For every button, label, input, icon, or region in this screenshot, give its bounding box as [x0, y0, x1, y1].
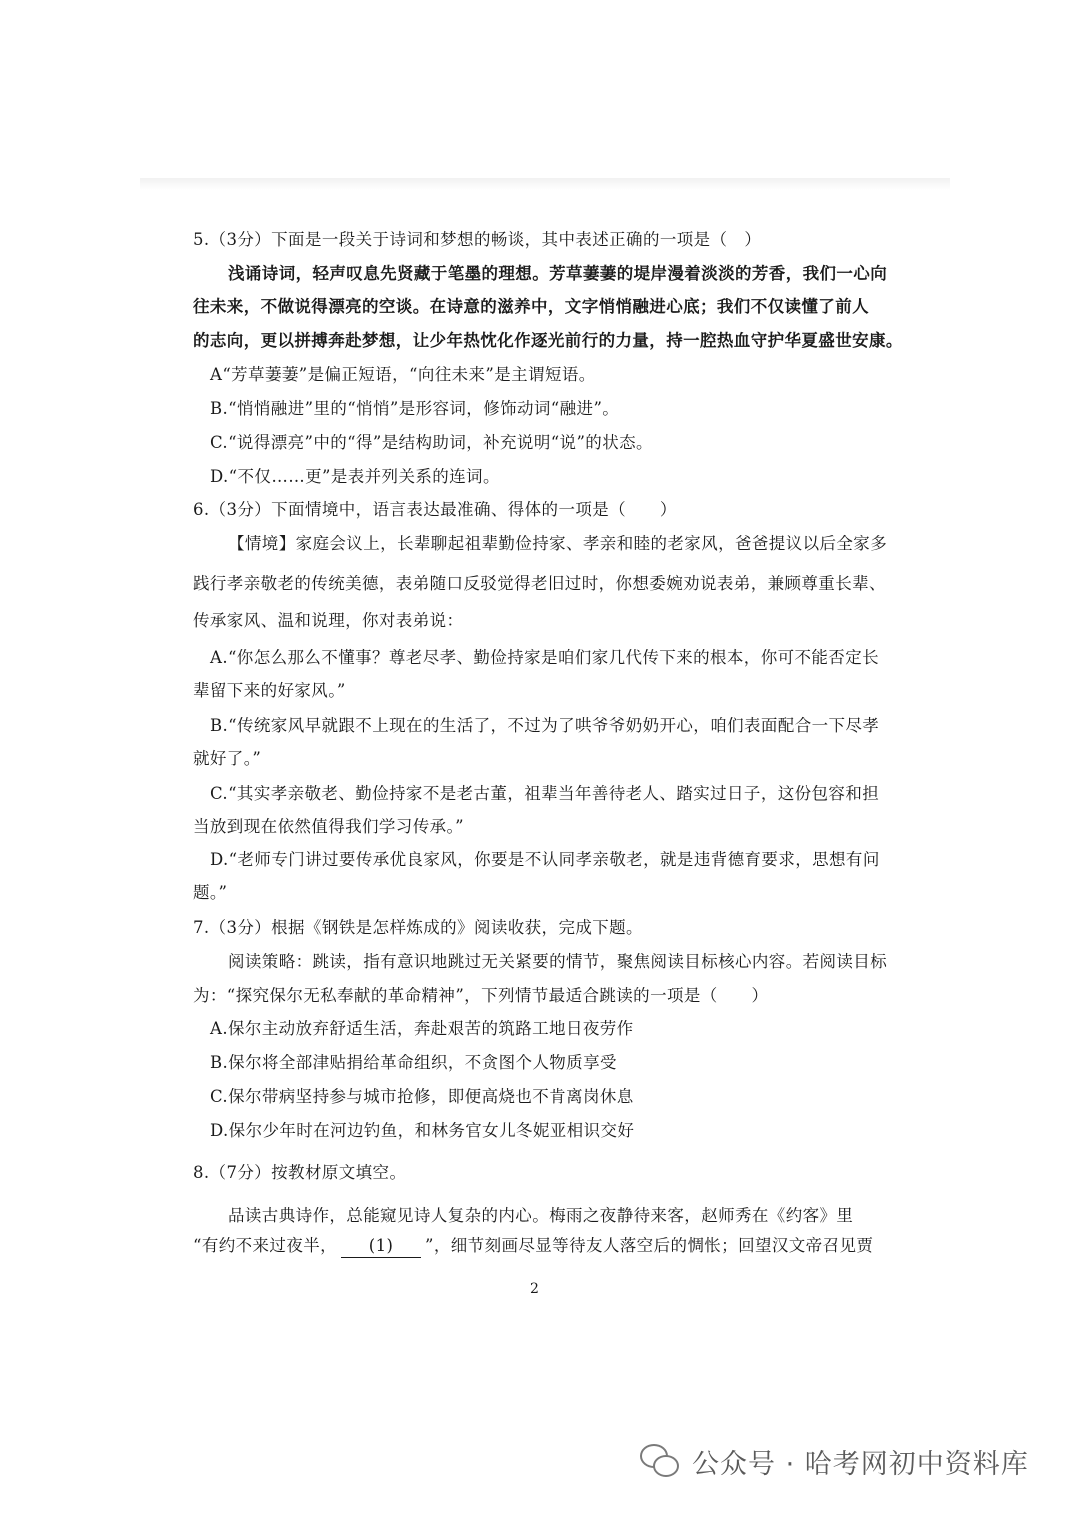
question-6-stem: 6.（3分）下面情境中，语言表达最准确、得体的一项是（ ） [193, 500, 677, 519]
option-a: A“芳草萋萋”是偏正短语，“向往未来”是主谓短语。 [210, 365, 596, 384]
question-5-stem: 5.（3分）下面是一段关于诗词和梦想的畅谈，其中表述正确的一项是（ ） [193, 230, 762, 249]
fill-in-text: ”，细节刻画尽显等待友人落空后的惆怅；回望汉文帝召见贾 [425, 1236, 874, 1255]
page-number: 2 [530, 1281, 539, 1297]
passage-line: 往未来，不做说得漂亮的空谈。在诗意的滋养中，文字悄悄融进心底；我们不仅读懂了前人 [193, 297, 869, 316]
option-a: A.保尔主动放弃舒适生活，奔赴艰苦的筑路工地日夜劳作 [210, 1019, 634, 1038]
context-line: 【情境】家庭会议上，长辈聊起祖辈勤俭持家、孝亲和睦的老家风，爸爸提议以后全家多 [228, 534, 888, 553]
option-c-cont: 当放到现在依然值得我们学习传承。” [193, 817, 464, 836]
strategy-line: 为：“探究保尔无私奉献的革命精神”，下列情节最适合跳读的一项是（ ） [193, 986, 769, 1005]
watermark-footer [640, 1436, 1029, 1486]
option-b: B.保尔将全部津贴捐给革命组织，不贪图个人物质享受 [210, 1053, 617, 1072]
option-d: D.“不仅……更”是表并列关系的连词。 [210, 467, 500, 486]
option-c: C.“说得漂亮”中的“得”是结构助词，补充说明“说”的状态。 [210, 433, 653, 452]
context-line: 传承家风、温和说理，你对表弟说： [193, 611, 464, 630]
passage-line: 的志向，更以拼搏奔赴梦想，让少年热忱化作逐光前行的力量，持一腔热血守护华夏盛世安康。 [193, 331, 903, 350]
wechat-icon [640, 1444, 680, 1478]
strategy-line: 阅读策略：跳读，指有意识地跳过无关紧要的情节，聚焦阅读目标核心内容。若阅读目标 [228, 952, 888, 971]
option-a-cont: 辈留下来的好家风。” [193, 681, 346, 700]
fill-in-blank: (1) [341, 1235, 421, 1258]
scan-shadow [140, 178, 950, 190]
question-8-stem: 8.（7分）按教材原文填空。 [193, 1163, 407, 1182]
option-a: A.“你怎么那么不懂事？尊老尽孝、勤俭持家是咱们家几代传下来的根本，你可不能否定长 [210, 648, 879, 667]
option-b: B.“传统家风早就跟不上现在的生活了，不过为了哄爷爷奶奶开心，咱们表面配合一下尽孝 [210, 716, 880, 735]
context-line: 践行孝亲敬老的传统美德，表弟随口反驳觉得老旧过时，你想委婉劝说表弟，兼顾尊重长辈、 [193, 574, 886, 593]
fill-in-line [193, 1235, 873, 1258]
option-b-cont: 就好了。” [193, 749, 262, 768]
question-7-stem: 7.（3分）根据《钢铁是怎样炼成的》阅读收获，完成下题。 [193, 918, 643, 937]
footer-text: 公众号 · 哈考网初中资料库 [692, 1448, 1029, 1480]
option-c: C.“其实孝亲敬老、勤俭持家不是老古董，祖辈当年善待老人、踏实过日子，这份包容和担 [210, 784, 880, 803]
option-d-cont: 题。” [193, 883, 228, 902]
option-c: C.保尔带病坚持参与城市抢修，即便高烧也不肯离岗休息 [210, 1087, 634, 1106]
passage-line: 浅诵诗词，轻声叹息先贤藏于笔墨的理想。芳草萋萋的堤岸漫着淡淡的芳香，我们一心向 [228, 264, 888, 283]
option-b: B.“悄悄融进”里的“悄悄”是形容词，修饰动词“融进”。 [210, 399, 620, 418]
option-d: D.“老师专门讲过要传承优良家风，你要是不认同孝亲敬老，就是违背德育要求，思想有问 [210, 850, 880, 869]
fill-in-text: “有约不来过夜半， [193, 1236, 338, 1255]
option-d: D.保尔少年时在河边钓鱼，和林务官女儿冬妮亚相识交好 [210, 1121, 635, 1140]
fill-in-line: 品读古典诗作，总能窥见诗人复杂的内心。梅雨之夜静待来客，赵师秀在《约客》里 [228, 1206, 854, 1225]
